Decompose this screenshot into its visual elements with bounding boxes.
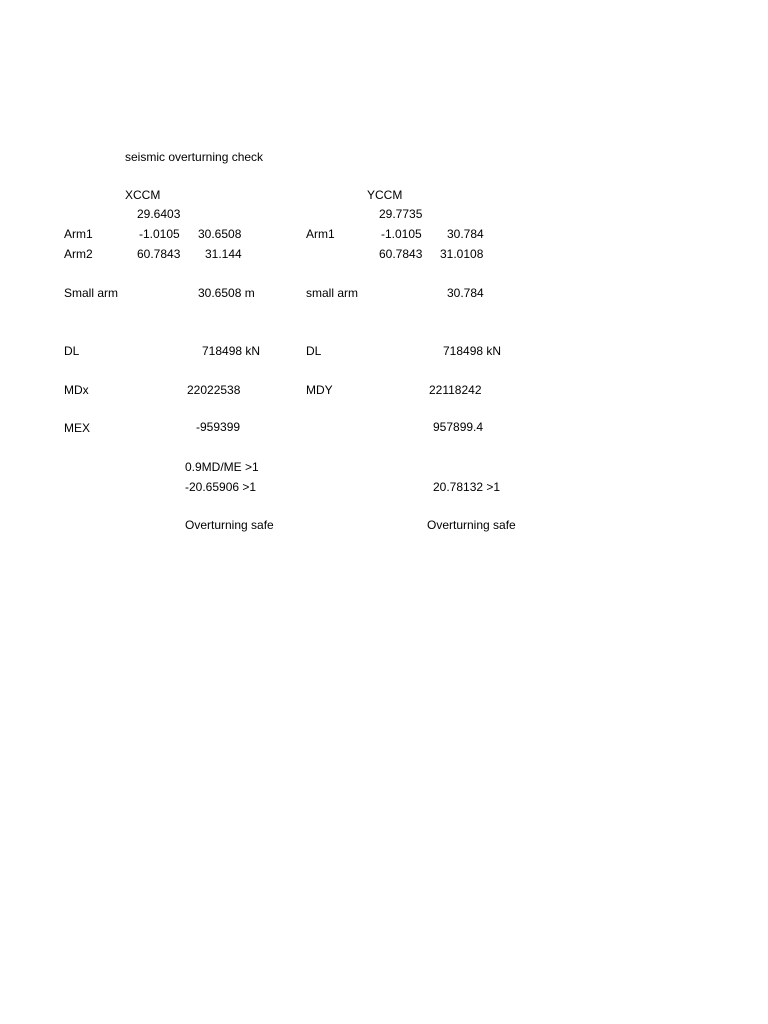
x-arm1-value-a: -1.0105 <box>139 227 180 241</box>
y-arm2-value-b: 31.0108 <box>440 247 484 261</box>
x-small-arm-value: 30.6508 m <box>198 286 255 300</box>
y-arm1-value-a: -1.0105 <box>381 227 422 241</box>
y-ccm-value: 29.7735 <box>379 207 423 221</box>
y-small-arm-label: small arm <box>306 286 359 300</box>
x-small-arm-label: Small arm <box>64 286 119 300</box>
x-dl-label: DL <box>64 344 80 358</box>
y-md-value: 22118242 <box>429 383 482 397</box>
x-me-value: -959399 <box>196 420 241 434</box>
x-arm1-value-b: 30.6508 <box>198 227 242 241</box>
x-md-label: MDx <box>64 383 89 397</box>
x-arm2-value-a: 60.7843 <box>137 247 181 261</box>
y-arm1-value-b: 30.784 <box>447 227 484 241</box>
x-md-value: 22022538 <box>187 383 241 397</box>
y-md-label: MDY <box>306 383 333 397</box>
x-dl-value: 718498 kN <box>202 344 261 358</box>
x-ccm-value: 29.6403 <box>137 207 181 221</box>
y-dl-value: 718498 kN <box>443 344 502 358</box>
x-result: Overturning safe <box>185 518 274 532</box>
x-arm2-label: Arm2 <box>64 247 93 261</box>
y-header: YCCM <box>367 188 403 202</box>
x-header: XCCM <box>125 188 161 202</box>
ratio-label: 0.9MD/ME >1 <box>185 460 259 474</box>
y-small-arm-value: 30.784 <box>447 286 484 300</box>
y-arm2-value-a: 60.7843 <box>379 247 423 261</box>
y-dl-label: DL <box>306 344 322 358</box>
x-me-label: MEX <box>64 421 91 435</box>
x-ratio-value: -20.65906 >1 <box>185 480 257 494</box>
y-me-value: 957899.4 <box>433 420 484 434</box>
y-arm1-label: Arm1 <box>306 227 335 241</box>
sheet-title: seismic overturning check <box>125 150 264 164</box>
x-arm2-value-b: 31.144 <box>205 247 242 261</box>
y-result: Overturning safe <box>427 518 516 532</box>
y-ratio-value: 20.78132 >1 <box>433 480 501 494</box>
x-arm1-label: Arm1 <box>64 227 93 241</box>
